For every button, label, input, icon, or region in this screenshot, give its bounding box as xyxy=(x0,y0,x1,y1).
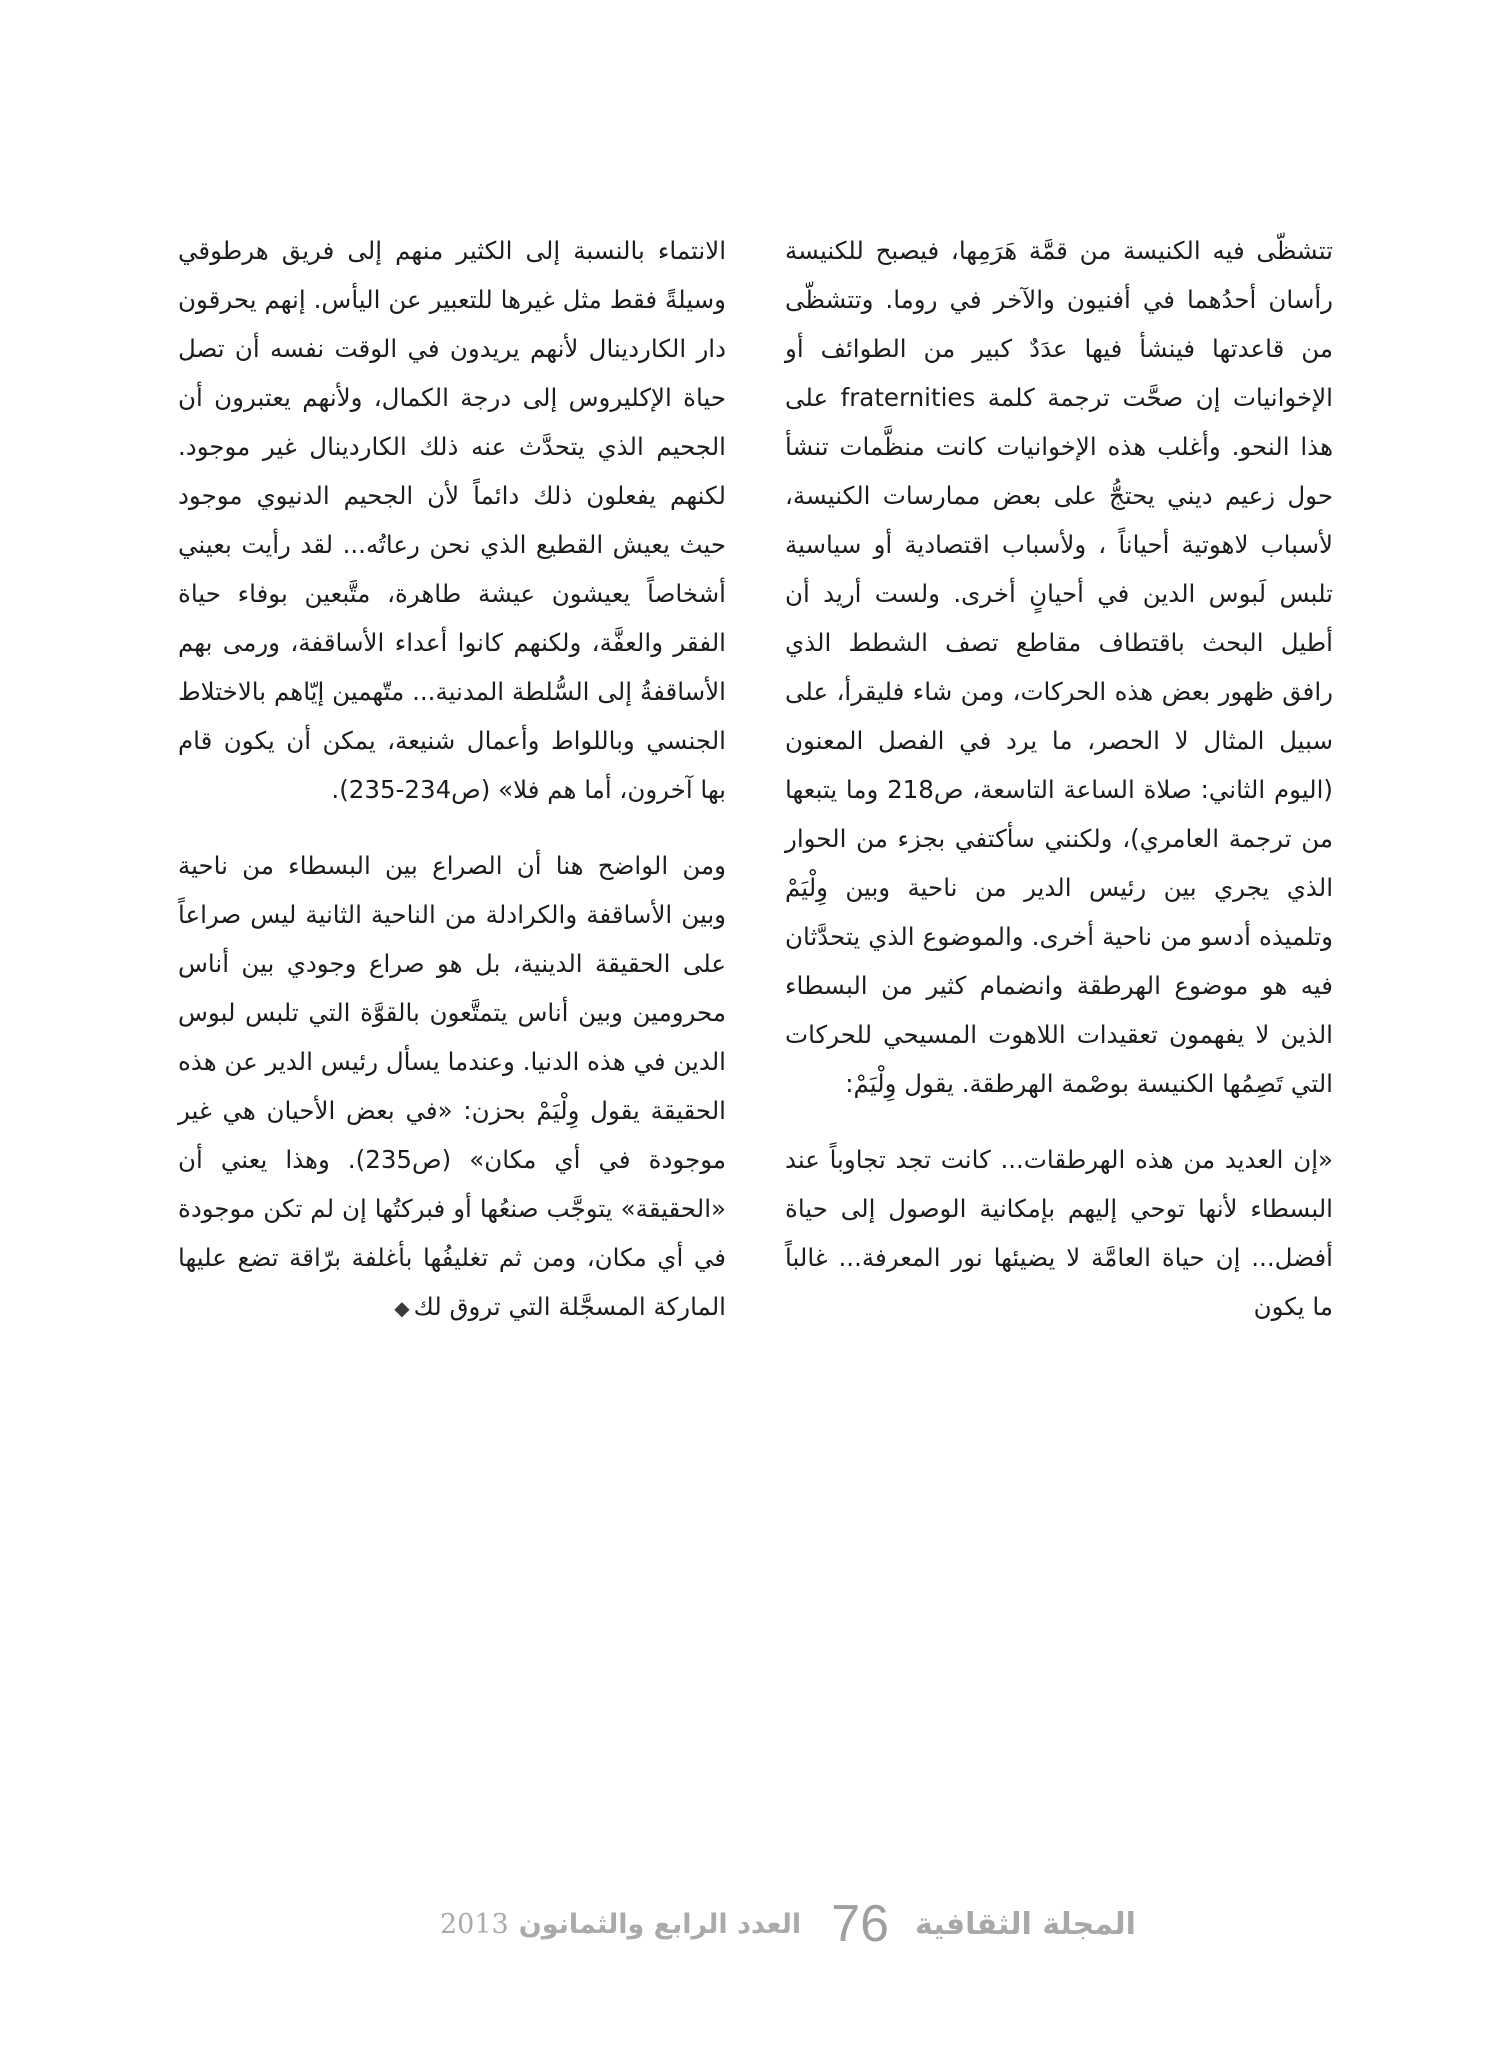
paragraph: تتشظّى فيه الكنيسة من قمَّة هَرَمِها، فيصبح للكنيسة رأسان أحدُهما في أفنيون والآخر في روما. وتتشظّى من قاعدتها فينشأ فيها عدَدٌ كبير من الطوائف أو الإخوانيات إن صحَّت ترجمة كلمة fraternities على هذا النحو. وأغلب هذه الإخوانيات كانت منظَّمات تنشأ حول زعيم ديني يحتجُّ على بعض ممارسات الكنيسة، لأسباب لاهوتية أحياناً ، ولأسباب اقتصادية أو سياسية تلبس لَبوس الدين في أحيانٍ أخرى. ولست أريد أن أطيل البحث باقتطاف مقاطع تصف الشطط الذي رافق ظهور بعض هذه الحركات، ومن شاء فليقرأ، على سبيل المثال لا الحصر، ما يرد في الفصل المعنون (اليوم الثاني: صلاة الساعة التاسعة، ص218 وما يتبعها من ترجمة العامري)، ولكنني سأكتفي بجزء من الحوار الذي يجري بين رئيس الدير من ناحية وبين وِلْيَمْ وتلميذه أدسو من ناحية أخرى. والموضوع الذي يتحدَّثان فيه هو موضوع الهرطقة وانضمام كثير من البسطاء الذين لا يفهمون تعقيدات اللاهوت المسيحي للحركات التي تَصِمُها الكنيسة بوصْمة الهرطقة. يقول وِلْيَمْ: xyxy=(785,236,1333,1098)
paragraph: الانتماء بالنسبة إلى الكثير منهم إلى فريق هرطوقي وسيلةً فقط مثل غيرها للتعبير عن اليأس. إنهم يحرقون دار الكاردينال لأنهم يريدون في الوقت نفسه أن تصل حياة الإكليروس إلى درجة الكمال، ولأنهم يعتبرون أن الجحيم الذي يتحدَّث عنه ذلك الكاردينال غير موجود. لكنهم يفعلون ذلك دائماً لأن الجحيم الدنيوي موجود حيث يعيش القطيع الذي نحن رعاتُه... لقد رأيت بعيني أشخاصاً يعيشون عيشة طاهرة، متَّبعين بوفاء حياة الفقر والعفَّة، ولكنهم كانوا أعداء الأساقفة، ورمى بهم الأساقفةُ إلى السُّلطة المدنية... متّهمين إيّاهم بالاختلاط الجنسي وباللواط وأعمال شنيعة، يمكن أن يكون قام بها آخرون، أما هم فلا» (ص234-235). xyxy=(178,236,726,804)
left-text-column xyxy=(178,226,726,1333)
issue-year: 2013 xyxy=(440,1908,509,1940)
paragraph-final xyxy=(178,841,726,1333)
issue-label: العدد الرابع والثمانون xyxy=(518,1908,802,1940)
paragraph: «إن العديد من هذه الهرطقات... كانت تجد تجاوباً عند البسطاء لأنها توحي إليهم بإمكانية الوصول إلى حياة أفضل... إن حياة العامَّة لا يضيئها نور المعرفة... غالباً ما يكون xyxy=(785,1145,1333,1321)
page-footer xyxy=(440,1894,1136,1954)
right-text-column xyxy=(785,226,1333,1331)
diamond-end-icon: ◆ xyxy=(394,1296,410,1320)
paragraph-text: ومن الواضح هنا أن الصراع بين البسطاء من ناحية وبين الأساقفة والكرادلة من الناحية الثانية ليس صراعاً على الحقيقة الدينية، بل هو صراع وجودي بين أناس محرومين وبين أناس يتمتَّعون بالقوَّة التي تلبس لبوس الدين في هذه الدنيا. وعندما يسأل رئيس الدير عن هذه الحقيقة يقول وِلْيَمْ بحزن: «في بعض الأحيان هي غير موجودة في أي مكان» (ص235). وهذا يعني أن «الحقيقة» يتوجَّب صنعُها أو فبركتُها إن لم تكن موجودة في أي مكان، ومن ثم تغليفُها بأغلفة برّاقة تضع عليها الماركة المسجَّلة التي تروق لك xyxy=(178,851,726,1321)
magazine-name-logo: المجلة الثقافية xyxy=(915,1906,1136,1942)
page-number: 76 xyxy=(831,1895,890,1953)
